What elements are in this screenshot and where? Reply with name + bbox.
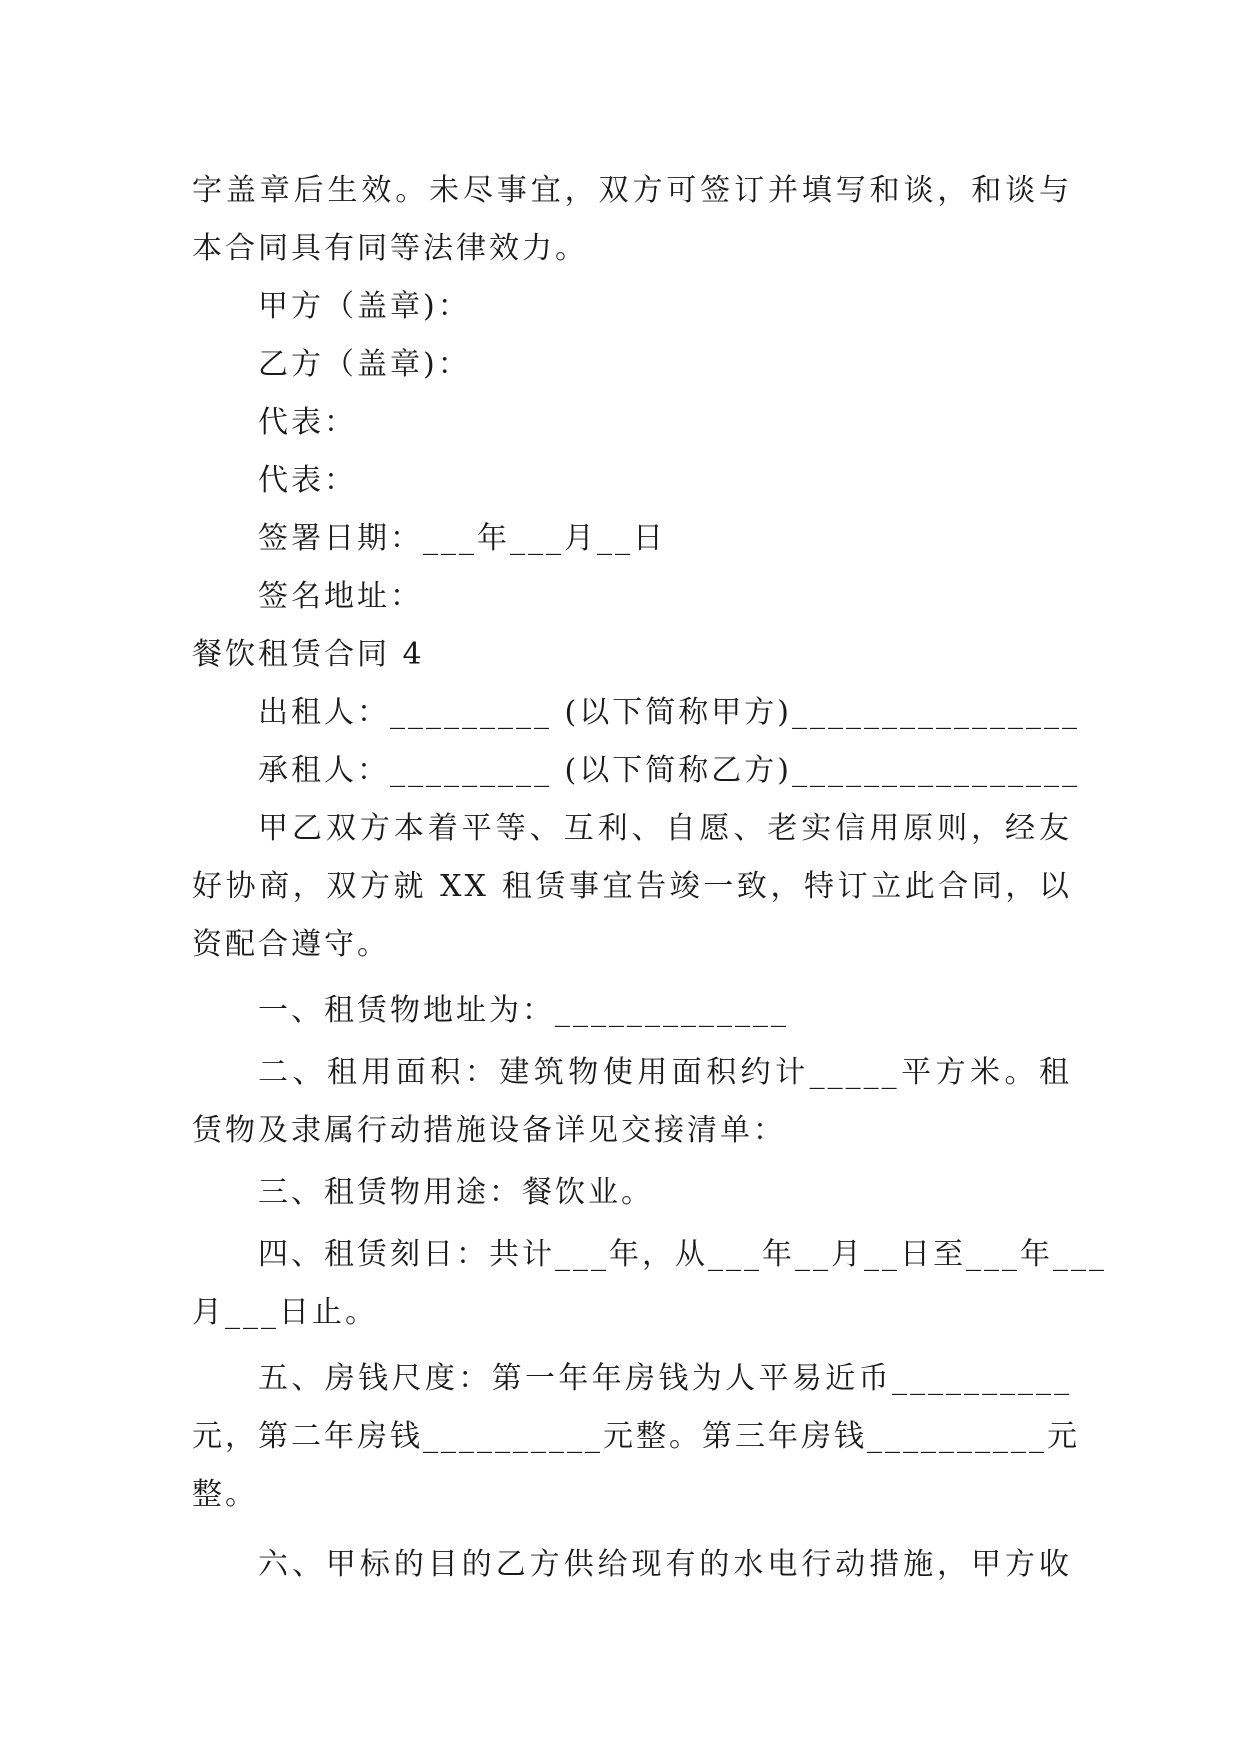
text-line: 代表： (258, 405, 357, 440)
text-line: 签署日期：___年___月__日 (258, 521, 666, 556)
text-line: 代表： (258, 463, 357, 498)
text-line: 乙方（盖章)： (258, 347, 471, 382)
text-line: 月___日止。 (192, 1295, 378, 1330)
text-line: 签名地址： (258, 579, 423, 614)
document-body (192, 162, 1107, 1594)
text-line: 一、租赁物地址为：_____________ (258, 993, 789, 1028)
text-line: 餐饮租赁合同 4 (192, 637, 425, 672)
text-line: 甲方（盖章)： (258, 289, 471, 324)
text-line: 元，第二年房钱__________元整。第三年房钱__________元 (192, 1419, 1080, 1454)
text-line: 好协商，双方就 XX 租赁事宜告竣一致，特订立此合同，以 (192, 869, 1072, 904)
text-line: 赁物及隶属行动措施设备详见交接清单： (192, 1113, 786, 1148)
text-line: 承租人：_________ (以下简称乙方)________________ (258, 753, 1080, 788)
text-line: 三、租赁物用途：餐饮业。 (258, 1175, 654, 1210)
text-line: 四、租赁刻日：共计___年，从___年__月__日至___年___ (258, 1237, 1107, 1272)
text-line: 字盖章后生效。未尽事宜，双方可签订并填写和谈，和谈与 (192, 173, 1072, 208)
text-line: 六、甲标的目的乙方供给现有的水电行动措施，甲方收 (258, 1547, 1072, 1582)
text-line: 整。 (192, 1477, 258, 1512)
text-line: 出租人：_________ (以下简称甲方)________________ (258, 695, 1080, 730)
text-line: 五、房钱尺度：第一年年房钱为人平易近币__________ (258, 1361, 1072, 1396)
text-line: 本合同具有同等法律效力。 (192, 231, 588, 266)
text-line: 二、租用面积：建筑物使用面积约计_____平方米。租 (258, 1055, 1072, 1090)
text-line: 甲乙双方本着平等、互利、自愿、老实信用原则，经友 (258, 811, 1072, 846)
text-line: 资配合遵守。 (192, 927, 390, 962)
